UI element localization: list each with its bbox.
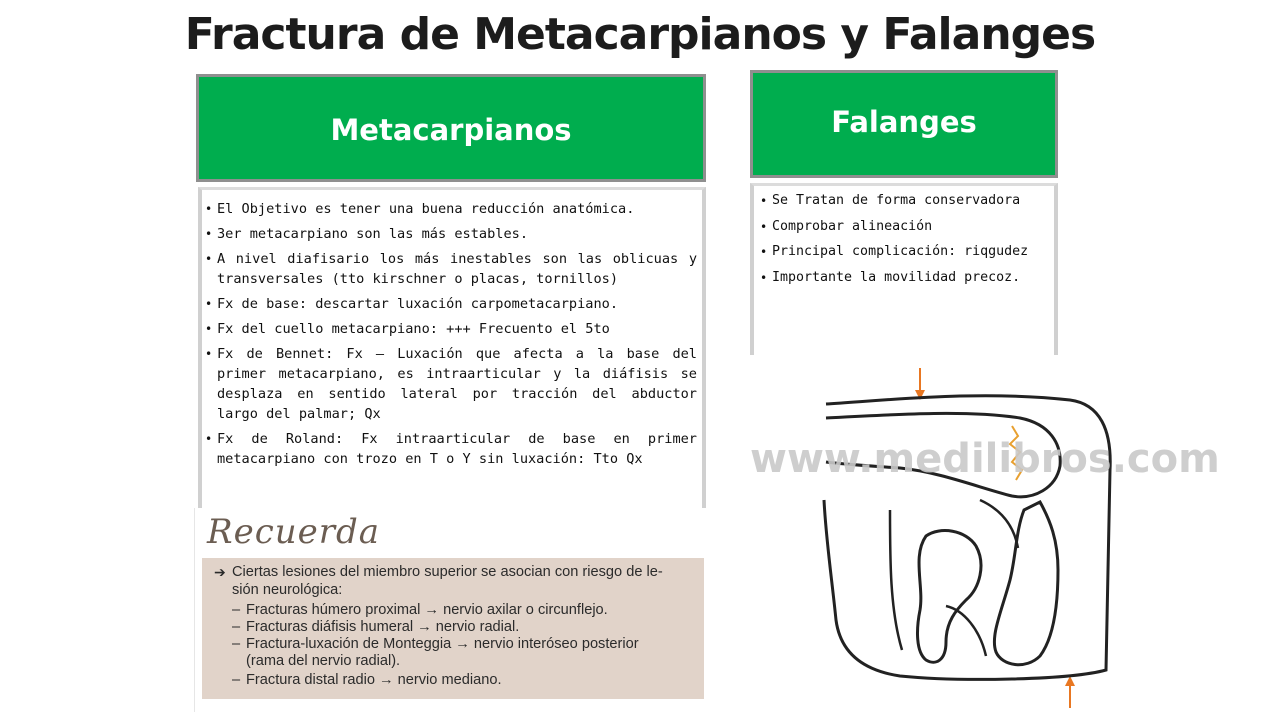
arrow-right-icon: ➔ (214, 564, 226, 580)
page-title: Fractura de Metacarpianos y Falanges (184, 9, 1096, 60)
recuerda-box (194, 508, 707, 712)
metacarpianos-header (196, 74, 706, 182)
metacarpianos-header-label: Metacarpianos (330, 113, 572, 147)
list-item: • Fx de Roland: Fx intraarticular de base en primer metacarpiano con trozo en T o Y sin luxación: Tto Qx (205, 431, 697, 467)
watermark: www.medilibros.com (750, 436, 1220, 482)
arrow-down-icon (915, 368, 925, 400)
list-item: • Fx de base: descartar luxación carpometacarpiano. (205, 296, 619, 312)
metacarpianos-content (198, 187, 706, 509)
list-item: • El Objetivo es tener una buena reducción anatómica. (205, 201, 635, 217)
list-item: • 3er metacarpiano son las más estables. (205, 226, 528, 242)
finger-fracture-illustration (740, 360, 1180, 712)
list-item: • Fx de Bennet: Fx – Luxación que afecta a la base del primer metacarpiano, es intraarticular y la diáfisis se desplaza en sentido lateral por tracción del abductor largo del palmar; Qx (205, 346, 697, 422)
recuerda-item: – Fracturas diáfisis humeral → nervio radial. (232, 619, 520, 635)
recuerda-item: (rama del nervio radial). (246, 653, 401, 669)
list-item: • A nivel diafisario los más inestables son las oblicuas y transversales (tto kirschner o placas, tornillos) (205, 251, 697, 287)
recuerda-intro-line1: Ciertas lesiones del miembro superior se asocian con riesgo de le- (232, 564, 663, 580)
falanges-header-label: Falanges (831, 105, 977, 139)
recuerda-intro-line2: sión neurológica: (232, 582, 343, 598)
list-item: • Se Tratan de forma conservadora (760, 193, 1021, 208)
list-item: • Comprobar alineación (760, 218, 933, 234)
list-item: • Fx del cuello metacarpiano: +++ Frecuento el 5to (205, 321, 610, 337)
arrow-up-icon (1065, 676, 1075, 708)
falanges-header (750, 70, 1058, 178)
falanges-list (760, 191, 1052, 293)
falanges-content (750, 183, 1058, 355)
recuerda-panel (202, 558, 704, 699)
recuerda-item: – Fractura distal radio → nervio mediano. (232, 672, 502, 688)
metacarpianos-list (205, 199, 697, 474)
recuerda-item: – Fractura-luxación de Monteggia → nervio interóseo posterior (232, 636, 639, 652)
recuerda-item: – Fracturas húmero proximal → nervio axilar o circunflejo. (232, 602, 608, 618)
list-item: • Principal complicación: riqgudez (760, 244, 1029, 259)
list-item: • Importante la movilidad precoz. (760, 269, 1021, 285)
recuerda-title: Recuerda (207, 512, 381, 552)
